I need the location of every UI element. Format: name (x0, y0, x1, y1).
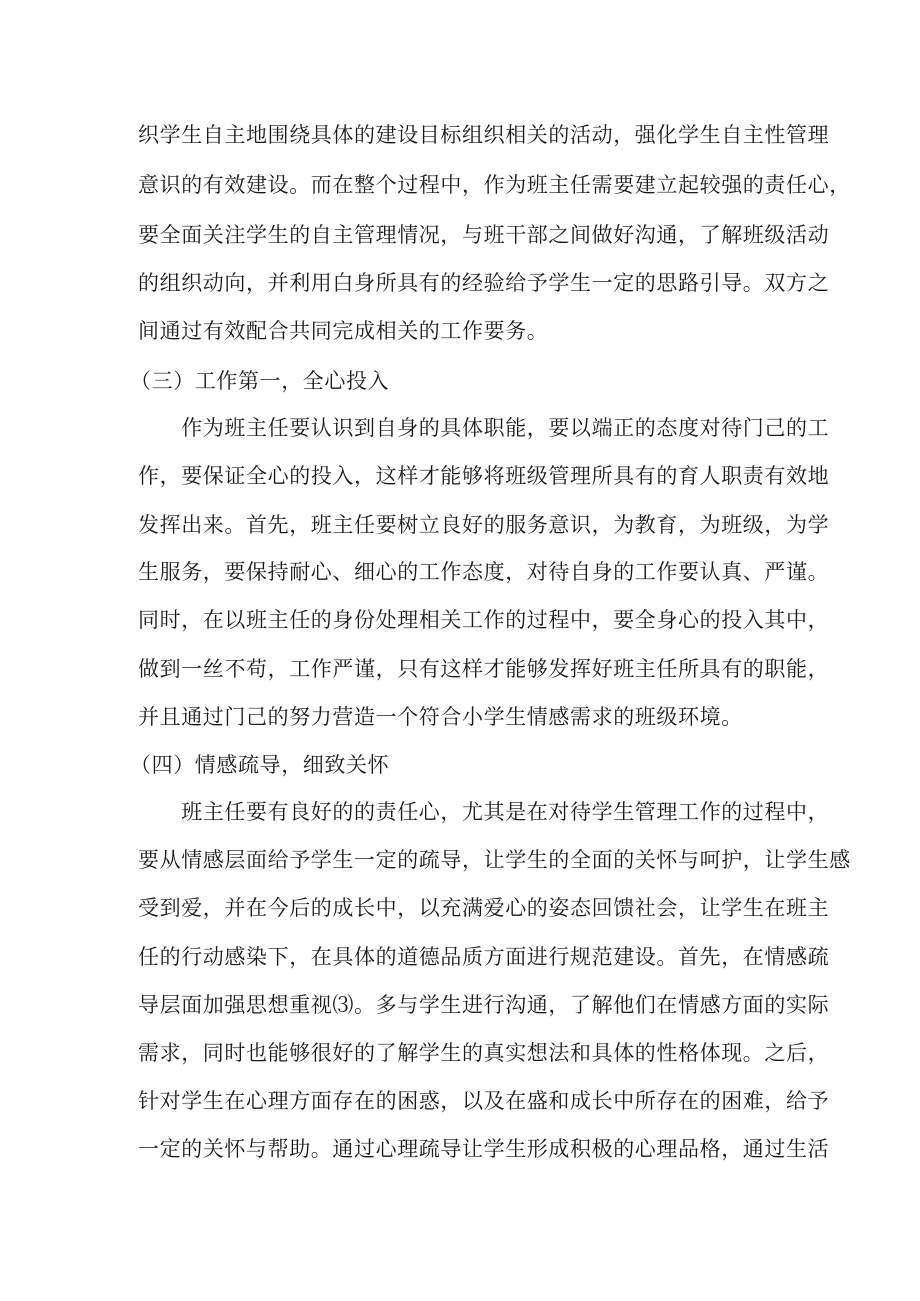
text-line: 导层面加强思想重视⑶。多与学生进行沟通，了解他们在情感方面的实际 (138, 993, 830, 1017)
section-heading: （三）工作第一，全心投入 (130, 369, 390, 393)
text-line: 做到一丝不苟，工作严谨，只有这样才能够发挥好班主任所具有的职能， (138, 657, 830, 681)
text-line: 一定的关怀与帮助。通过心理疏导让学生形成积极的心理品格，通过生活 (138, 1137, 830, 1161)
text-line: 同时，在以班主任的身份处理相关工作的过程中，要全身心的投入其中， (138, 608, 830, 632)
text-line: 的组织动向，并利用白身所具有的经验给予学生一定的思路引导。双方之 (138, 271, 830, 295)
section-heading: （四）情感疏导，细致关怀 (130, 753, 390, 777)
text-line: 织学生自主地围绕具体的建设目标组织相关的活动，强化学生自主性管理 (138, 123, 830, 147)
text-line: 任的行动感染下，在具体的道德品质方面进行规范建设。首先，在情感疏 (138, 945, 830, 969)
text-line: 意识的有效建设。而在整个过程中，作为班主任需要建立起较强的责任心， (138, 173, 851, 197)
text-line: 发挥出来。首先，班主任要树立良好的服务意识，为教育，为班级，为学 (138, 513, 830, 537)
text-line: 并且通过门己的努力营造一个符合小学生情感需求的班级环境。 (138, 705, 743, 729)
text-line: 针对学生在心理方面存在的困惑，以及在盛和成长中所存在的困难，给予 (138, 1089, 830, 1113)
text-line: 需求，同时也能够很好的了解学生的真实想法和具体的性格体现。之后， (138, 1041, 830, 1065)
text-line: 生服务，要保持耐心、细心的工作态度，对待自身的工作要认真、严谨。 (138, 560, 830, 584)
text-line: 要从情感层面给予学生一定的疏导，让学生的全面的关怀与呵护，让学生感 (138, 848, 851, 872)
text-line: 要全面关注学生的自主管理情况，与班干部之间做好沟通，了解班级活动 (138, 223, 830, 247)
text-line: 作，要保证全心的投入，这样才能够将班级管理所具有的育人职责有效地 (138, 464, 830, 488)
text-line: 班主任要有良好的的责任心，尤其是在对待学生管理工作的过程中， (138, 800, 830, 824)
text-line: 作为班主任要认识到自身的具体职能，要以端正的态度对待门己的工 (138, 416, 830, 440)
text-line: 间通过有效配合共同完成相关的工作要务。 (138, 319, 549, 343)
text-line: 受到爱，并在今后的成长中，以充满爱心的姿态回馈社会，让学生在班主 (138, 896, 830, 920)
